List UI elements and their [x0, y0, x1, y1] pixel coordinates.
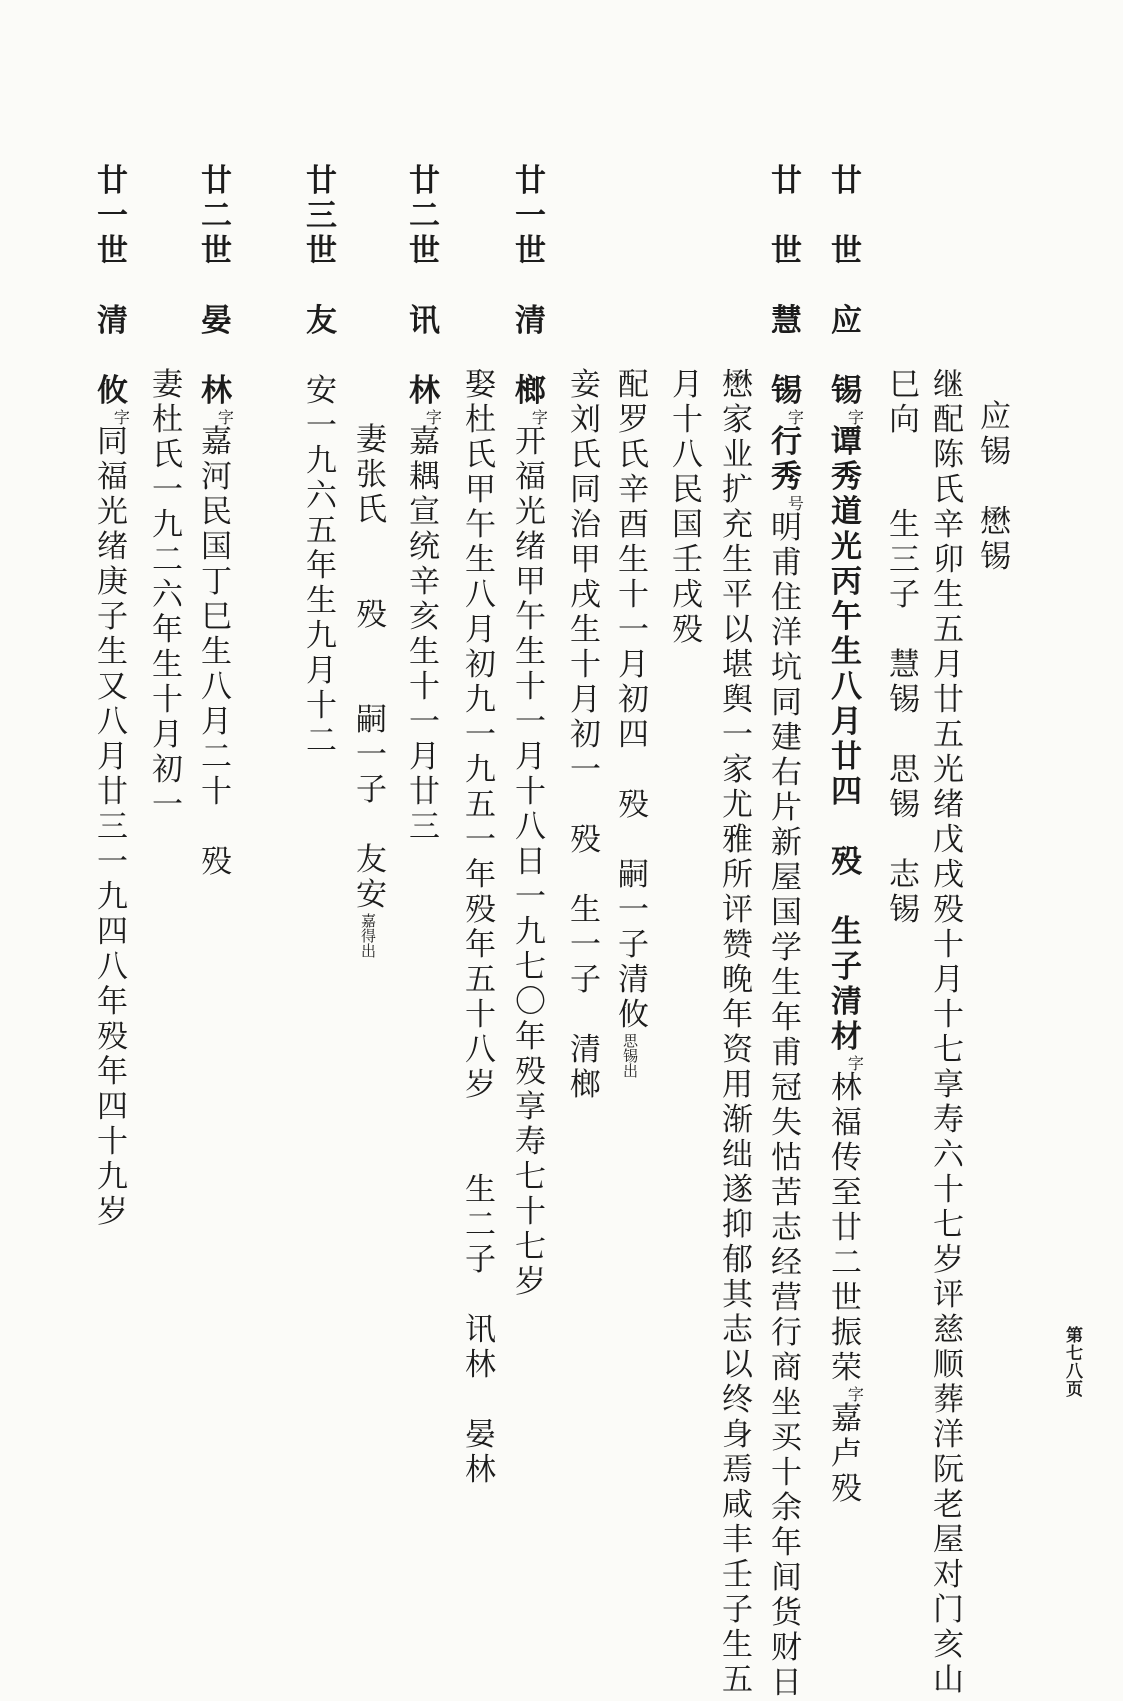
column-text: 嘉卢殁 — [825, 1401, 861, 1507]
zi-marker: 字 — [845, 1054, 865, 1071]
column-text: 继配陈氏辛卯生五月廿五光绪戊戌殁十月十七享寿六十七岁评慈顺葬洋阮老屋对门亥山 — [927, 367, 963, 1698]
generation-label: 廿一世 清 攸 — [91, 163, 127, 409]
column-text: 懋家业扩充生平以堪舆一家尤雅所评赞晚年资用渐绌遂抑郁其志以终身焉咸丰壬子生五 — [716, 367, 752, 1698]
annotation: 思锡出 — [621, 1032, 639, 1078]
entry-column-17 — [92, 136, 171, 1230]
column-text: 安一九六五年生九月十二 — [300, 373, 336, 759]
page-number: 第七八页 — [1062, 1326, 1082, 1398]
column-text: 开福光绪甲午生十一月十八日一九七〇年殁享寿七十七岁 — [509, 424, 545, 1300]
generation-label: 廿二世 讯 林 — [403, 163, 439, 409]
column-text: 巳向 生三子 慧锡 思锡 志锡 — [883, 367, 919, 928]
generation-label: 廿三世 友 — [300, 163, 336, 374]
zi-marker: 字 — [423, 408, 443, 425]
courtesy-name: 行秀 — [765, 424, 801, 495]
column-text: 妻杜氏一九二六年生十月初一 — [146, 367, 182, 823]
zi-marker: 字 — [845, 1385, 865, 1402]
zi-marker: 字 — [785, 408, 805, 425]
entry-column-14 — [301, 136, 369, 759]
courtesy-name: 谭秀道光丙午生八月廿四 殁 生子清材 — [825, 424, 861, 1055]
generation-label: 廿 世 应 锡 — [825, 163, 861, 409]
column-text: 娶杜氏甲午生八月初九一九五一年殁年五十八岁 生二子 讯林 晏林 — [459, 367, 495, 1488]
column-text: 妻张氏 殁 嗣一子 友安 — [350, 422, 386, 913]
hao-marker: 号 — [785, 494, 805, 511]
generation-label: 廿 世 慧 锡 — [765, 163, 801, 409]
column-text: 明甫住洋坑同建右片新屋国学生年甫冠失怙苦志经营行商坐买十余年间货财日 — [765, 510, 801, 1701]
column-text: 配罗氏辛酉生十一月初四 殁 嗣一子清攸 — [612, 367, 648, 1033]
zi-marker: 字 — [111, 408, 131, 425]
zi-marker: 字 — [215, 408, 235, 425]
zi-marker: 字 — [529, 408, 549, 425]
column-text: 妾刘氏同治甲戌生十月初一 殁 生一子 清榔 — [564, 367, 600, 1103]
column-text: 嘉耦宣统辛亥生十一月廿三 — [403, 424, 439, 845]
column-text: 同福光绪庚子生又八月廿三一九四八年殁年四十九岁 — [91, 424, 127, 1230]
zi-marker: 字 — [845, 408, 865, 425]
annotation: 嘉得出 — [359, 912, 377, 958]
column-text: 应锡 懋锡 — [974, 399, 1010, 575]
generation-label: 廿一世 清 榔 — [509, 163, 545, 409]
column-text: 嘉河民国丁巳生八月二十 殁 — [195, 424, 231, 880]
generation-label: 廿二世 晏 林 — [195, 163, 231, 409]
column-text: 月十八民国壬戌殁 — [666, 367, 702, 648]
column-text: 林福传至廿二世振荣 — [825, 1070, 861, 1386]
